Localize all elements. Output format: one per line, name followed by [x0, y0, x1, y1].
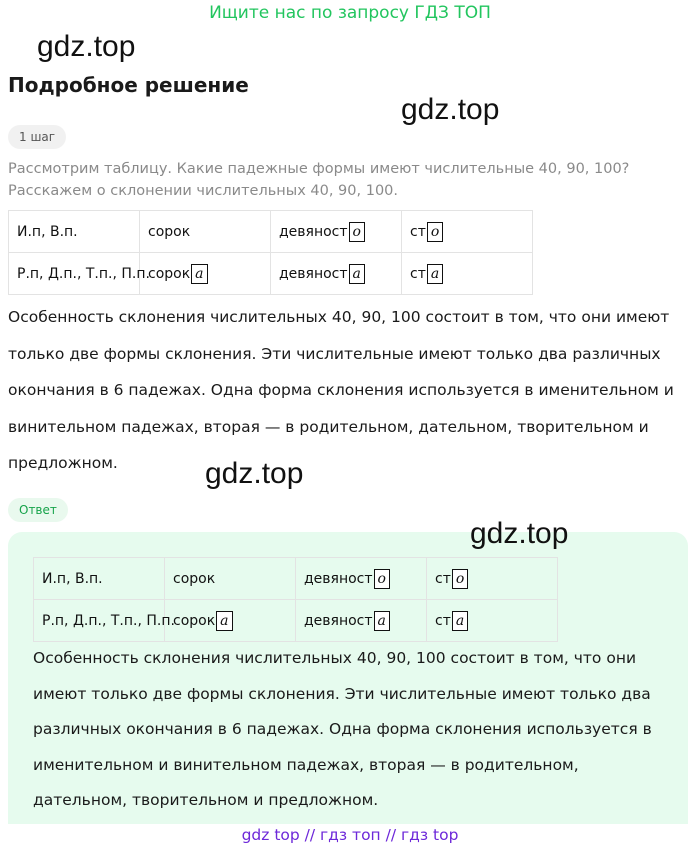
section-title: Подробное решение: [8, 73, 249, 97]
word-cell: сорок: [140, 211, 271, 253]
word-stem: ст: [435, 612, 451, 629]
watermark: gdz.top: [205, 457, 304, 490]
ending-box: а: [374, 611, 390, 631]
table-row: [34, 558, 558, 600]
word-cell: [402, 253, 533, 295]
intro-line: Расскажем о склонении числительных 40, 90, 100.: [8, 183, 399, 199]
answer-declension-table: [33, 557, 558, 642]
answer-badge: Ответ: [8, 498, 68, 522]
ending-box: а: [452, 611, 468, 631]
declension-table: [8, 210, 533, 295]
footer-links: gdz top // гдз топ // гдз top: [241, 826, 459, 844]
word-cell: [402, 211, 533, 253]
word-cell: [271, 253, 402, 295]
word-stem: девяност: [279, 265, 348, 282]
step-badge: 1 шаг: [8, 125, 66, 149]
ending-box: о: [452, 569, 468, 589]
case-cell: И.п, В.п.: [34, 558, 165, 600]
ending-box: а: [216, 611, 232, 631]
word-cell: [427, 558, 558, 600]
watermark: gdz.top: [37, 30, 136, 63]
watermark: gdz.top: [401, 93, 500, 126]
search-banner: Ищите нас по запросу ГДЗ ТОП: [209, 3, 491, 23]
word-cell: [165, 600, 296, 642]
case-cell: И.п, В.п.: [9, 211, 140, 253]
word-stem: сорок: [148, 265, 191, 282]
ending-box: о: [374, 569, 390, 589]
word-cell: [296, 600, 427, 642]
ending-box: а: [349, 264, 365, 284]
word-stem: девяност: [304, 612, 373, 629]
word-stem: ст: [435, 570, 451, 587]
word-cell: сорок: [165, 558, 296, 600]
ending-box: о: [427, 222, 443, 242]
ending-box: а: [191, 264, 207, 284]
word-stem: ст: [410, 223, 426, 240]
word-stem: сорок: [173, 612, 216, 629]
table-row: [9, 211, 533, 253]
word-stem: девяност: [279, 223, 348, 240]
word-stem: девяност: [304, 570, 373, 587]
answer-explanation-text: Особенность склонения числительных 40, 90, 100 состоит в том, что они имеют только две формы склонения. Эти числительные имеют только два различных окончания в 6 падежах. Одна форма склонения используется в именительном и винительном падежах, вторая — в родительном, дательном, творительном и предложном.: [33, 649, 652, 809]
word-cell: [427, 600, 558, 642]
word-stem: ст: [410, 265, 426, 282]
watermark: gdz.top: [470, 517, 569, 550]
table-row: [34, 600, 558, 642]
intro-text: [8, 158, 668, 202]
word-cell: [296, 558, 427, 600]
word-cell: [140, 253, 271, 295]
case-cell: Р.п, Д.п., Т.п., П.п.: [9, 253, 140, 295]
word-cell: [271, 211, 402, 253]
ending-box: о: [349, 222, 365, 242]
ending-box: а: [427, 264, 443, 284]
intro-line: Рассмотрим таблицу. Какие падежные формы имеют числительные 40, 90, 100?: [8, 161, 630, 177]
explanation-text: Особенность склонения числительных 40, 90, 100 состоит в том, что они имеют только две формы склонения. Эти числительные имеют только два различных окончания в 6 падежах. Одна форма склонения используется в именительном и винительном падежах, вторая — в родительном, дательном, творительном и предложном.: [8, 308, 674, 472]
case-cell: Р.п, Д.п., Т.п., П.п.: [34, 600, 165, 642]
table-row: [9, 253, 533, 295]
